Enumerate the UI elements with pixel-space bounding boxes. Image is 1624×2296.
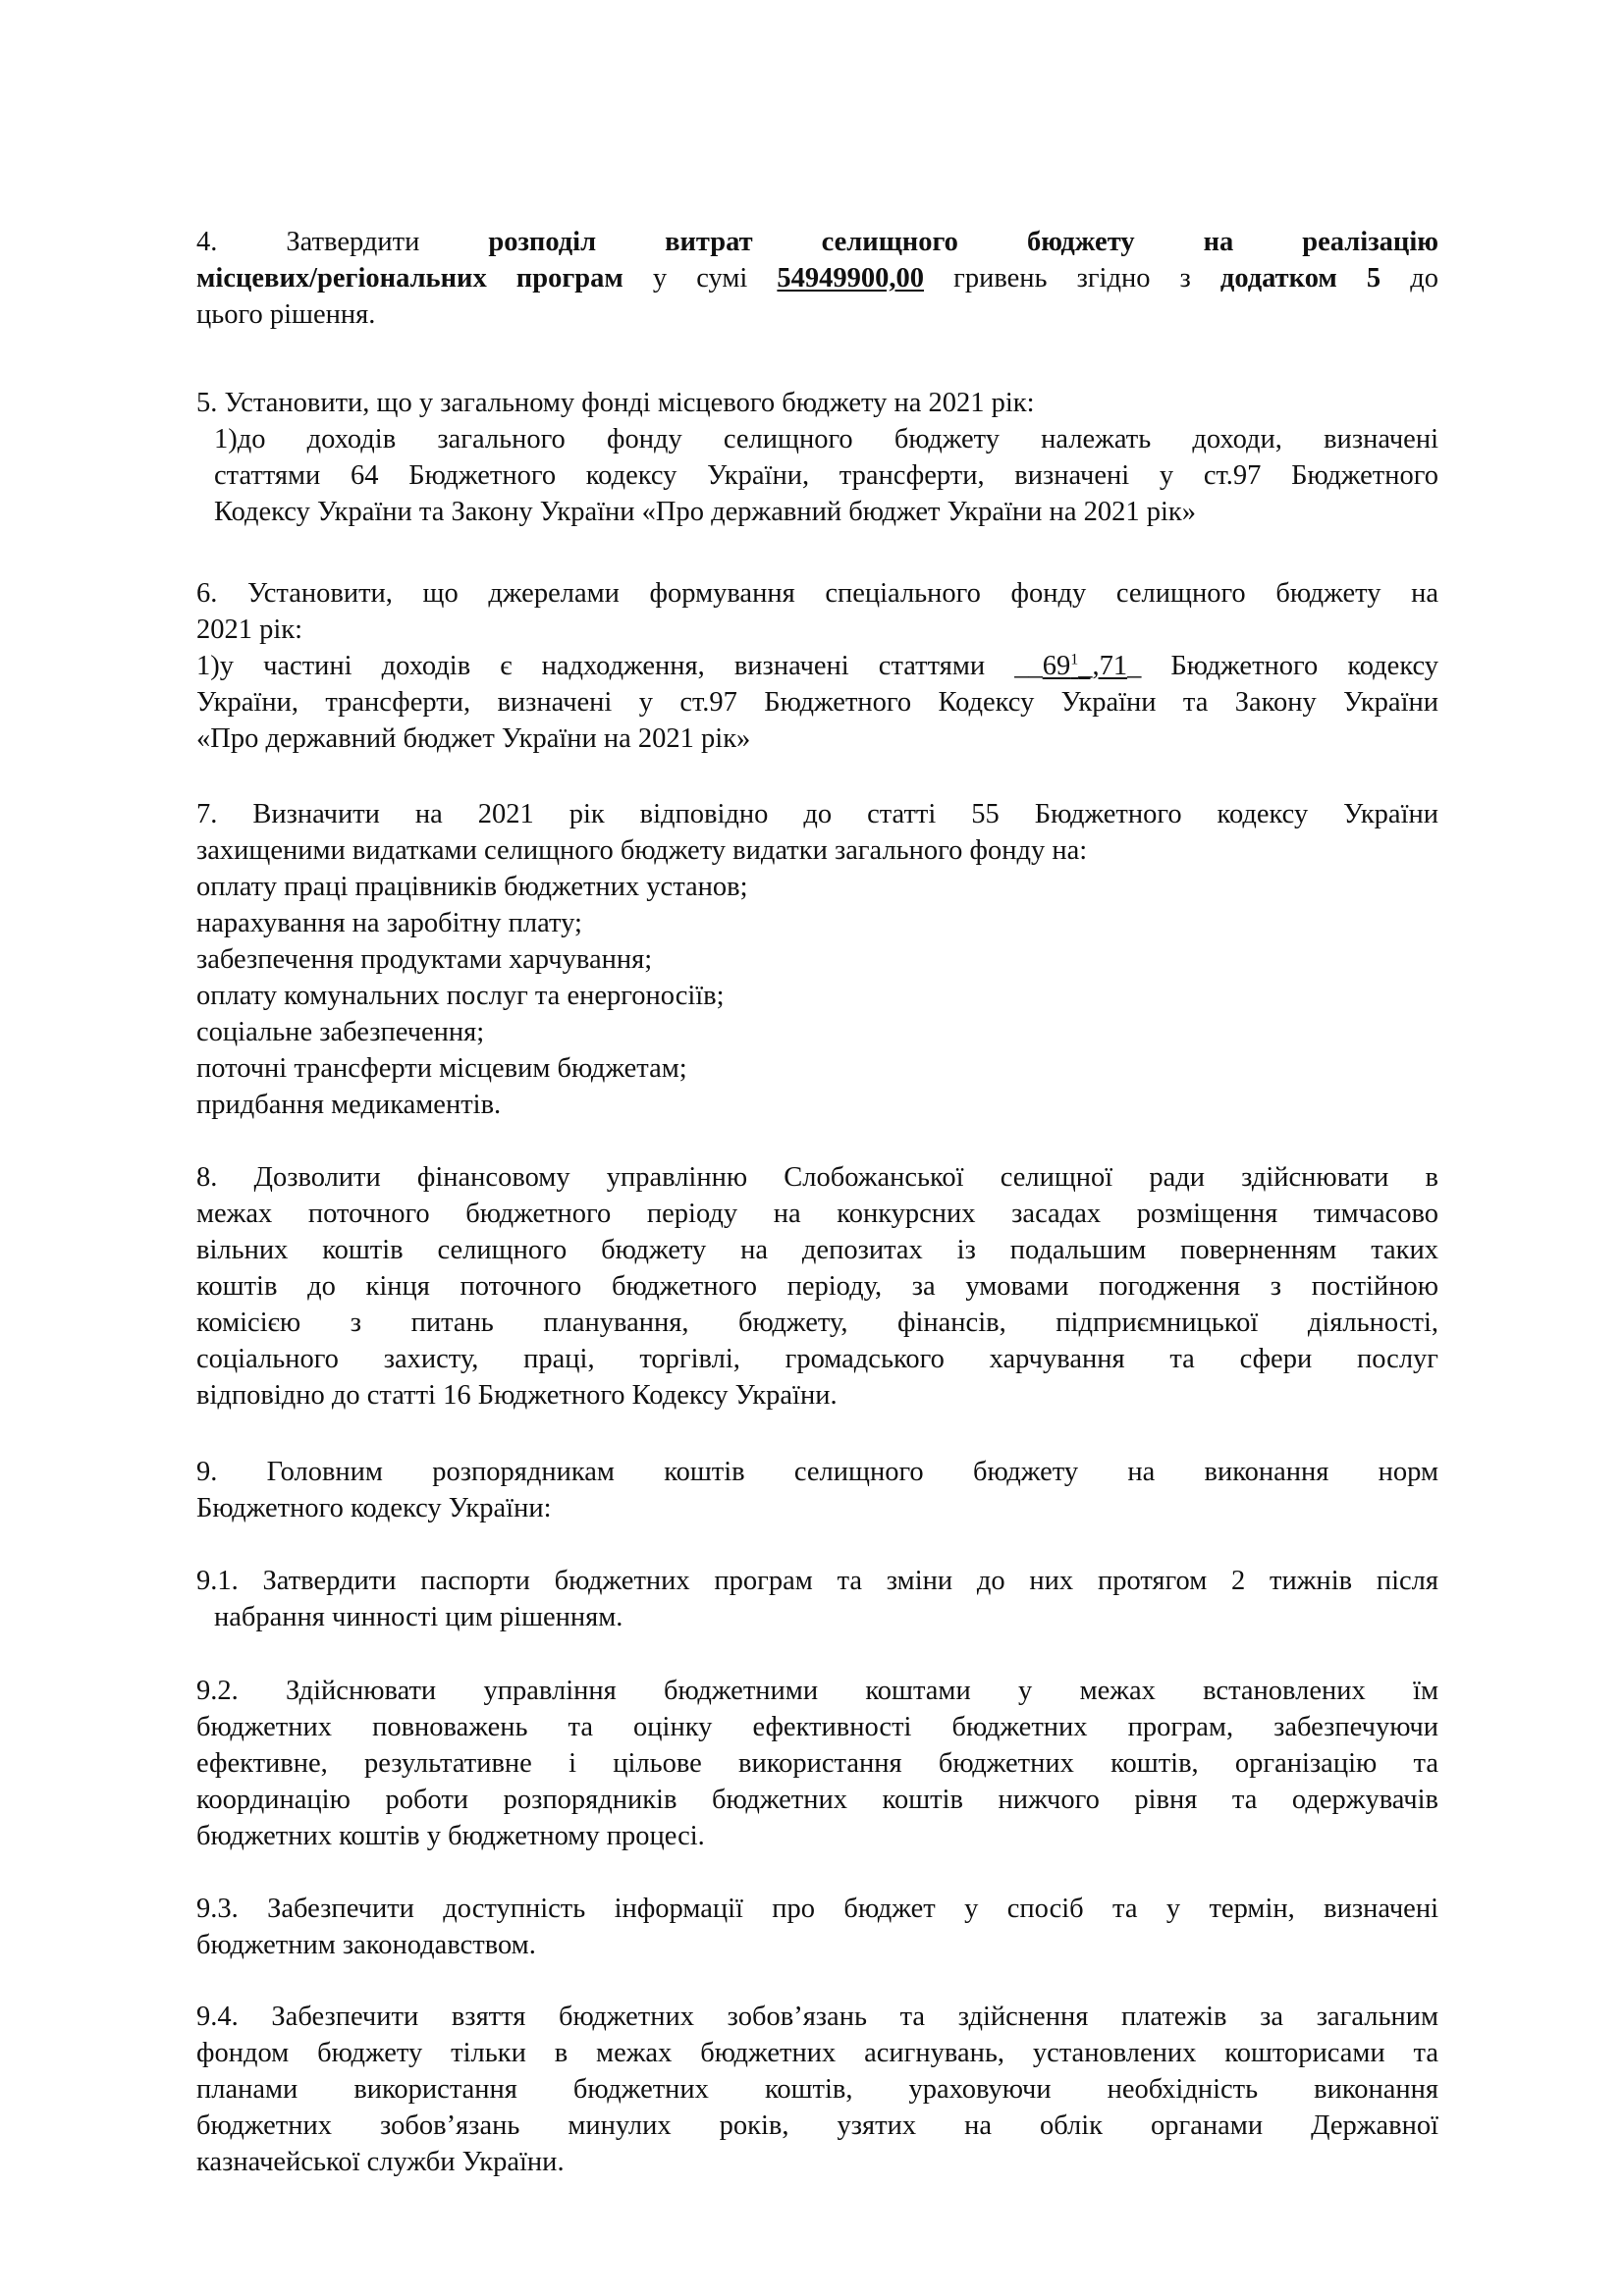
section-9-4-line: бюджетних зобов’язань минулих років, узятих на облік органами Державної (196, 2110, 1438, 2141)
section-9-line-2: Бюджетного кодексу України: (196, 1493, 552, 1523)
bold-phrase-distribution: розподіл витрат селищного бюджету на реалізацію (488, 227, 1439, 257)
section-9-line-1: 9. Головним розпорядникам коштів селищного бюджету на виконання норм (196, 1457, 1438, 1487)
article-numbers (1014, 651, 1141, 681)
section-6-item-1-suffix: Бюджетного кодексу (1141, 651, 1438, 681)
section-9-4-line: фондом бюджету тільки в межах бюджетних асигнувань, установлених кошторисами та (196, 2038, 1438, 2068)
section-9-4-line: казначейської служби України. (196, 2147, 565, 2177)
section-number: 4. (196, 227, 218, 257)
section-5-heading: 5. Установити, що у загальному фонді місцевого бюджету на 2021 рік: (196, 388, 1035, 418)
blank-tail: _ (1127, 651, 1142, 681)
section-9 (196, 1454, 1438, 1526)
section-9-1-line-1: 9.1. Затвердити паспорти бюджетних програм та зміни до них протягом 2 тижнів після (196, 1566, 1438, 1596)
section-9-2-line: 9.2. Здійснювати управління бюджетними коштами у межах встановлених їм (196, 1676, 1438, 1706)
section-9-3-line-1: 9.3. Забезпечити доступність інформації про бюджет у спосіб та у термін, визначені (196, 1894, 1438, 1924)
section-6-heading-line-2: 2021 рік: (196, 614, 303, 645)
section-4 (196, 224, 1438, 333)
section-9-2 (196, 1673, 1438, 1854)
article-69: 69 (1042, 651, 1071, 681)
protected-expense-item: оплату праці працівників бюджетних установ; (196, 872, 748, 902)
section-6-item-1-line-2: України, трансферти, визначені у ст.97 Бюджетного Кодексу України та Закону України (196, 687, 1438, 718)
protected-expense-item: поточні трансферти місцевим бюджетам; (196, 1053, 687, 1084)
section-6-item-1-line-1 (196, 648, 1438, 684)
section-9-1 (196, 1563, 1438, 1635)
section-8 (196, 1159, 1438, 1414)
section-9-3 (196, 1891, 1438, 1963)
section-9-4-line: 9.4. Забезпечити взяття бюджетних зобов’язань та здійснення платежів за загальним (196, 2002, 1438, 2032)
blank-lead: __ (1014, 651, 1043, 681)
section-5-item-1-line-2: статтями 64 Бюджетного кодексу України, трансферти, визначені у ст.97 Бюджетного (214, 460, 1438, 491)
section-6 (196, 575, 1438, 757)
article-numbers-underlined (1043, 651, 1127, 681)
section-5-item-1-line-3: Кодексу України та Закону України «Про державний бюджет України на 2021 рік» (214, 497, 1196, 527)
section-8-line: вільних коштів селищного бюджету на депозитах із подальшим поверненням таких (196, 1235, 1438, 1265)
section-7-heading-line-2: захищеними видатками селищного бюджету видатки загального фонду на: (196, 835, 1088, 866)
section-8-line: 8. Дозволити фінансовому управлінню Слобожанської селищної ради здійснювати в (196, 1162, 1438, 1193)
section-9-2-line: координацію роботи розпорядників бюджетних коштів нижчого рівня та одержувачів (196, 1785, 1438, 1815)
section-9-2-line: ефективне, результативне і цільове використання бюджетних коштів, організацію та (196, 1748, 1438, 1779)
section-9-2-line: бюджетних коштів у бюджетному процесі. (196, 1821, 705, 1851)
amount-suffix: гривень згідно з (953, 263, 1191, 294)
section-8-line: комісією з питань планування, бюджету, фінансів, підприємницької діяльності, (196, 1308, 1438, 1338)
protected-expense-item: придбання медикаментів. (196, 1090, 502, 1120)
section-8-line: коштів до кінця поточного бюджетного періоду, за умовами погодження з постійною (196, 1271, 1438, 1302)
section-8-line: межах поточного бюджетного періоду на конкурсних засадах розміщення тимчасово (196, 1199, 1438, 1229)
bold-phrase-programs: місцевих/регіональних програм (196, 263, 623, 294)
annex-reference: додатком 5 (1219, 263, 1381, 294)
protected-expense-item: забезпечення продуктами харчування; (196, 944, 653, 975)
section-9-2-line: бюджетних повноважень та оцінку ефективності бюджетних програм, забезпечуючи (196, 1712, 1438, 1742)
section-8-line: соціального захисту, праці, торгівлі, громадського харчування та сфери послуг (196, 1344, 1438, 1374)
section-4-line-3: цього рішення. (196, 299, 376, 330)
section-8-line: відповідно до статті 16 Бюджетного Кодексу України. (196, 1380, 838, 1411)
section-9-4-line: планами використання бюджетних коштів, ураховуючи необхідність виконання (196, 2074, 1438, 2105)
section-4-tail-1: до (1410, 263, 1439, 294)
section-9-1-line-2: набрання чинності цим рішенням. (214, 1602, 623, 1632)
article-71: _,71 (1078, 651, 1128, 681)
section-4-line-2 (196, 260, 1438, 296)
protected-expense-item: оплату комунальних послуг та енергоносіїв; (196, 981, 725, 1011)
section-4-verb: Затвердити (286, 227, 420, 257)
protected-expense-item: нарахування на заробітну плату; (196, 908, 582, 938)
section-9-4 (196, 1999, 1438, 2180)
section-7-heading-line-1: 7. Визначити на 2021 рік відповідно до статті 55 Бюджетного кодексу України (196, 799, 1438, 829)
protected-expense-item: соціальне забезпечення; (196, 1017, 485, 1047)
section-5-item-1-line-1: 1)до доходів загального фонду селищного бюджету належать доходи, визначені (214, 424, 1438, 454)
section-7 (196, 796, 1438, 1123)
section-5 (196, 385, 1438, 530)
section-9-3-line-2: бюджетним законодавством. (196, 1930, 536, 1960)
amount-prefix: у сумі (652, 263, 748, 294)
amount-value: 54949900,00 (777, 263, 925, 294)
section-6-item-1-line-3: «Про державний бюджет України на 2021 рік» (196, 723, 751, 754)
section-6-heading-line-1: 6. Установити, що джерелами формування спеціального фонду селищного бюджету на (196, 578, 1438, 609)
section-6-item-1-prefix: 1)у частині доходів є надходження, визначені статтями (196, 651, 1015, 681)
section-4-line-1 (196, 224, 1438, 260)
article-superscript: 1 (1070, 651, 1079, 668)
